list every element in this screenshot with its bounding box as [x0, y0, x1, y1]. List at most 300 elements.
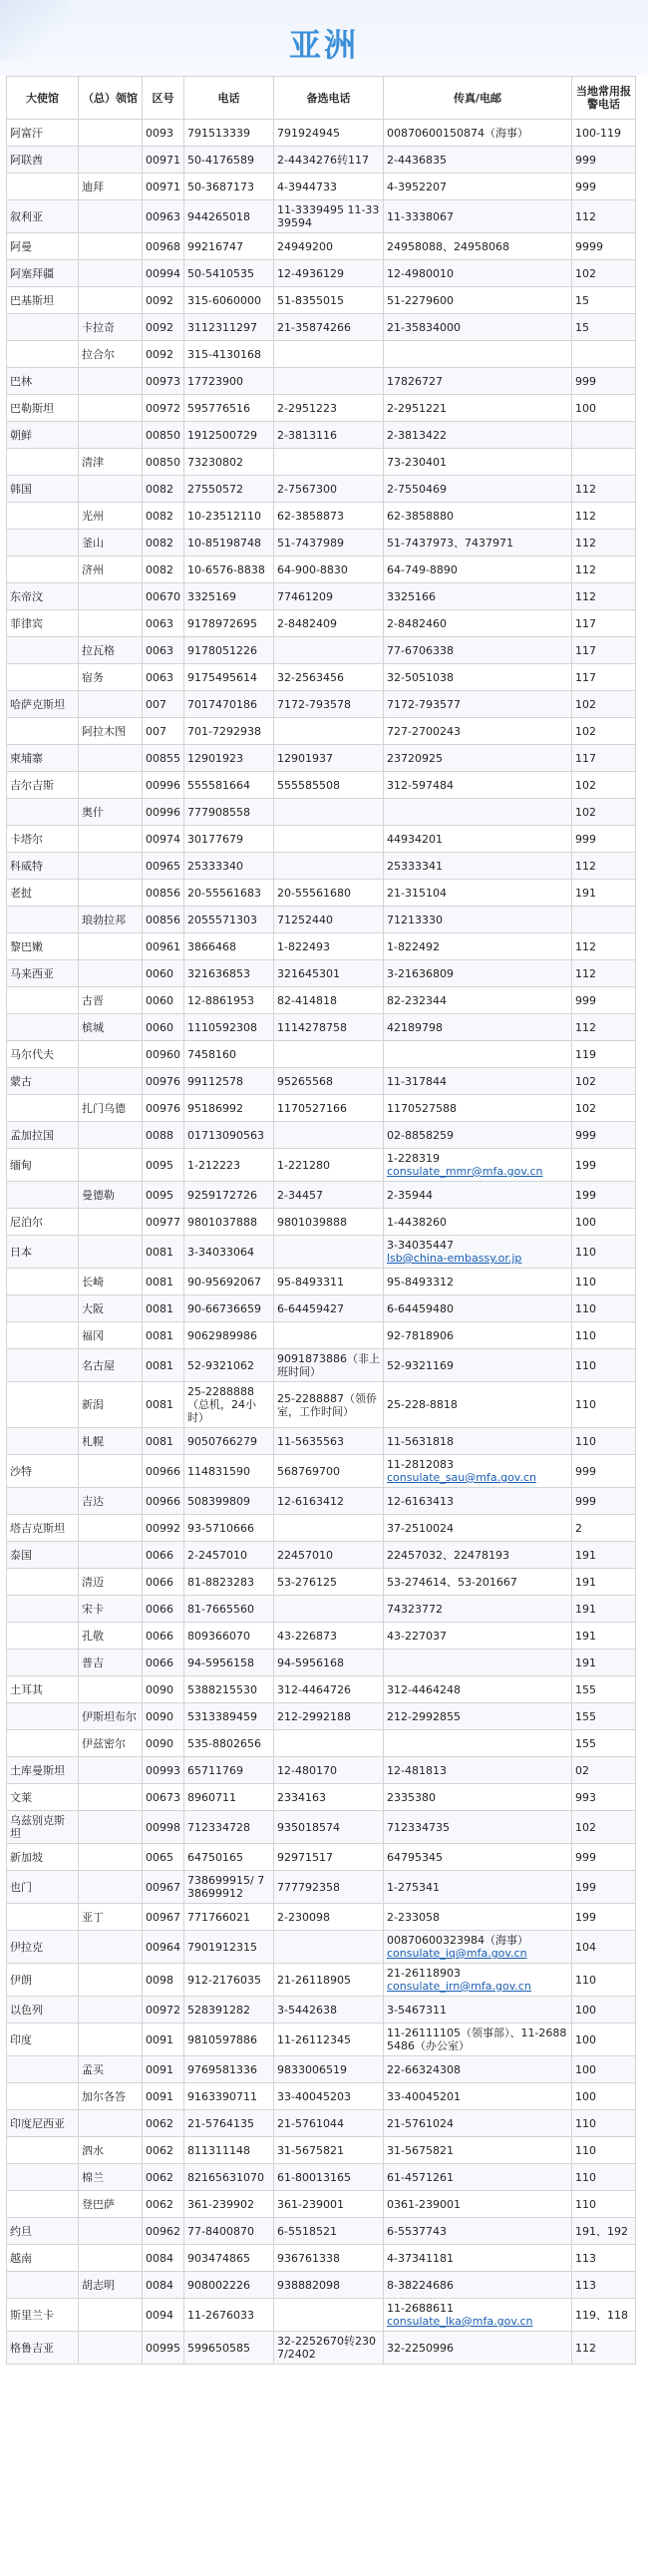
table-row	[7, 718, 636, 745]
area-code-cell: 00974	[143, 826, 184, 853]
embassy-contact-table	[6, 76, 636, 2365]
fax-email-cell: 0361-239001	[384, 2191, 572, 2218]
embassy-cell	[7, 1596, 79, 1623]
table-row	[7, 2218, 636, 2245]
area-code-cell: 0081	[143, 1269, 184, 1295]
fax-email-cell: 37-2510024	[384, 1515, 572, 1542]
embassy-cell: 土耳其	[7, 1676, 79, 1703]
table-row	[7, 2332, 636, 2365]
alt-phone-cell: 25-2288887（领侨室，工作时间）	[274, 1382, 384, 1428]
embassy-cell	[7, 449, 79, 476]
police-cell: 999	[572, 1488, 636, 1515]
consulate-cell	[79, 368, 143, 395]
fax-number: 1-228319	[387, 1152, 440, 1165]
police-cell: 191	[572, 1650, 636, 1676]
consulate-cell	[79, 1041, 143, 1068]
fax-email-cell	[384, 1931, 572, 1964]
phone-cell: 1110592308	[184, 1014, 274, 1041]
embassy-cell	[7, 1730, 79, 1757]
table-row	[7, 200, 636, 233]
table-row	[7, 1784, 636, 1811]
email-link[interactable]: consulate_sau@mfa.gov.cn	[387, 1471, 536, 1484]
fax-email-cell: 1170527588	[384, 1095, 572, 1122]
fax-email-cell: 32-2250996	[384, 2332, 572, 2365]
alt-phone-cell: 936761338	[274, 2245, 384, 2272]
fax-email-cell: 61-4571261	[384, 2164, 572, 2191]
fax-email-cell: 2-35944	[384, 1182, 572, 1209]
embassy-cell: 马尔代夫	[7, 1041, 79, 1068]
police-cell: 110	[572, 1322, 636, 1349]
phone-cell: 908002226	[184, 2272, 274, 2299]
embassy-cell	[7, 556, 79, 583]
embassy-cell: 缅甸	[7, 1149, 79, 1182]
area-code-cell: 0090	[143, 1703, 184, 1730]
police-cell: 110	[572, 1964, 636, 1997]
phone-cell: 771766021	[184, 1904, 274, 1931]
phone-cell: 10-85198748	[184, 530, 274, 556]
alt-phone-cell: 2-230098	[274, 1904, 384, 1931]
fax-email-cell: 4-3952207	[384, 174, 572, 200]
area-code-cell: 0063	[143, 664, 184, 691]
table-row	[7, 1811, 636, 1844]
police-cell: 191	[572, 1569, 636, 1596]
fax-email-cell: 82-232344	[384, 987, 572, 1014]
phone-cell: 65711769	[184, 1757, 274, 1784]
consulate-cell: 伊兹密尔	[79, 1730, 143, 1757]
alt-phone-cell	[274, 1596, 384, 1623]
police-cell: 15	[572, 314, 636, 341]
area-code-cell: 0081	[143, 1349, 184, 1382]
area-code-cell: 00967	[143, 1904, 184, 1931]
police-cell: 117	[572, 637, 636, 664]
fax-email-cell: 1-822492	[384, 933, 572, 960]
phone-cell: 315-6060000	[184, 287, 274, 314]
embassy-cell	[7, 1095, 79, 1122]
email-link[interactable]: consulate_lka@mfa.gov.cn	[387, 2315, 533, 2328]
area-code-cell: 0084	[143, 2272, 184, 2299]
fax-email-cell: 25-228-8818	[384, 1382, 572, 1428]
area-code-cell: 0062	[143, 2164, 184, 2191]
table-row	[7, 1515, 636, 1542]
table-row	[7, 772, 636, 799]
fax-number: 11-2688611	[387, 2302, 454, 2315]
alt-phone-cell	[274, 853, 384, 880]
embassy-cell: 吉尔吉斯	[7, 772, 79, 799]
consulate-cell: 孔敬	[79, 1623, 143, 1650]
table-row	[7, 664, 636, 691]
fax-email-cell	[384, 1236, 572, 1269]
phone-cell: 99112578	[184, 1068, 274, 1095]
police-cell: 999	[572, 1844, 636, 1871]
fax-email-cell	[384, 799, 572, 826]
police-cell: 112	[572, 960, 636, 987]
consulate-cell: 宿务	[79, 664, 143, 691]
police-cell: 993	[572, 1784, 636, 1811]
alt-phone-cell	[274, 799, 384, 826]
police-cell: 191	[572, 1542, 636, 1569]
phone-cell: 12901923	[184, 745, 274, 772]
phone-cell: 555581664	[184, 772, 274, 799]
embassy-cell: 韩国	[7, 476, 79, 503]
police-cell: 100	[572, 1997, 636, 2024]
table-row	[7, 1730, 636, 1757]
phone-cell: 81-8823283	[184, 1569, 274, 1596]
table-header-row	[7, 77, 636, 120]
table-row	[7, 341, 636, 368]
embassy-cell	[7, 314, 79, 341]
embassy-cell: 伊朗	[7, 1964, 79, 1997]
alt-phone-cell	[274, 1122, 384, 1149]
embassy-cell: 新加坡	[7, 1844, 79, 1871]
fax-email-cell: 25333341	[384, 853, 572, 880]
fax-email-cell: 6-64459480	[384, 1295, 572, 1322]
consulate-cell	[79, 610, 143, 637]
alt-phone-cell: 43-226873	[274, 1623, 384, 1650]
phone-cell: 9178972695	[184, 610, 274, 637]
fax-email-cell: 1-4438260	[384, 1209, 572, 1236]
police-cell: 112	[572, 853, 636, 880]
consulate-cell: 曼德勒	[79, 1182, 143, 1209]
fax-email-cell: 21-35834000	[384, 314, 572, 341]
police-cell: 155	[572, 1676, 636, 1703]
alt-phone-cell	[274, 1931, 384, 1964]
phone-cell: 10-6576-8838	[184, 556, 274, 583]
area-code-cell: 0081	[143, 1428, 184, 1455]
table-row	[7, 1236, 636, 1269]
fax-email-cell: 11-5631818	[384, 1428, 572, 1455]
police-cell: 100	[572, 2083, 636, 2110]
phone-cell: 90-66736659	[184, 1295, 274, 1322]
police-cell: 112	[572, 530, 636, 556]
police-cell: 191	[572, 880, 636, 907]
phone-cell: 5313389459	[184, 1703, 274, 1730]
police-cell: 102	[572, 1811, 636, 1844]
phone-cell: 50-4176589	[184, 147, 274, 174]
table-row	[7, 1014, 636, 1041]
embassy-cell: 格鲁吉亚	[7, 2332, 79, 2365]
fax-email-cell: 22-66324308	[384, 2056, 572, 2083]
phone-cell: 712334728	[184, 1811, 274, 1844]
phone-cell: 9062989986	[184, 1322, 274, 1349]
embassy-cell: 巴林	[7, 368, 79, 395]
consulate-cell: 清津	[79, 449, 143, 476]
alt-phone-cell	[274, 637, 384, 664]
embassy-cell	[7, 1428, 79, 1455]
area-code-cell: 0060	[143, 1014, 184, 1041]
table-row	[7, 853, 636, 880]
consulate-cell	[79, 1068, 143, 1095]
table-row	[7, 1322, 636, 1349]
embassy-cell: 哈萨克斯坦	[7, 691, 79, 718]
consulate-cell: 济州	[79, 556, 143, 583]
embassy-cell	[7, 530, 79, 556]
table-row	[7, 530, 636, 556]
alt-phone-cell: 51-7437989	[274, 530, 384, 556]
table-row	[7, 745, 636, 772]
police-cell: 117	[572, 610, 636, 637]
alt-phone-cell	[274, 826, 384, 853]
consulate-cell: 新潟	[79, 1382, 143, 1428]
area-code-cell: 0095	[143, 1149, 184, 1182]
phone-cell: 777908558	[184, 799, 274, 826]
phone-cell: 73230802	[184, 449, 274, 476]
area-code-cell: 00992	[143, 1515, 184, 1542]
alt-phone-cell: 21-26118905	[274, 1964, 384, 1997]
fax-email-cell: 6-5537743	[384, 2218, 572, 2245]
fax-email-cell	[384, 341, 572, 368]
embassy-cell	[7, 1703, 79, 1730]
alt-phone-cell: 2-34457	[274, 1182, 384, 1209]
area-code-cell: 0092	[143, 314, 184, 341]
phone-cell: 2-2457010	[184, 1542, 274, 1569]
fax-number: 11-2812083	[387, 1458, 454, 1471]
alt-phone-cell	[274, 1730, 384, 1757]
area-code-cell: 0091	[143, 2056, 184, 2083]
table-row	[7, 2056, 636, 2083]
fax-email-cell: 42189798	[384, 1014, 572, 1041]
table-row	[7, 120, 636, 147]
fax-email-cell: 1-275341	[384, 1871, 572, 1904]
alt-phone-cell: 22457010	[274, 1542, 384, 1569]
embassy-cell	[7, 1014, 79, 1041]
table-row	[7, 1964, 636, 1997]
police-cell: 117	[572, 664, 636, 691]
email-link[interactable]: consulate_mmr@mfa.gov.cn	[387, 1165, 543, 1178]
table-row	[7, 395, 636, 422]
area-code-cell: 0081	[143, 1322, 184, 1349]
alt-phone-cell: 2-2951223	[274, 395, 384, 422]
consulate-cell	[79, 933, 143, 960]
table-row	[7, 826, 636, 853]
phone-cell: 791513339	[184, 120, 274, 147]
embassy-cell	[7, 1904, 79, 1931]
consulate-cell: 吉达	[79, 1488, 143, 1515]
area-code-cell: 00963	[143, 200, 184, 233]
police-cell: 999	[572, 826, 636, 853]
area-code-cell: 0093	[143, 120, 184, 147]
police-cell: 102	[572, 691, 636, 718]
consulate-cell	[79, 1784, 143, 1811]
police-cell: 199	[572, 1182, 636, 1209]
header-phone: 电话	[184, 77, 274, 120]
police-cell: 15	[572, 287, 636, 314]
table-row	[7, 314, 636, 341]
phone-cell: 52-9321062	[184, 1349, 274, 1382]
consulate-cell: 胡志明	[79, 2272, 143, 2299]
alt-phone-cell: 64-900-8830	[274, 556, 384, 583]
phone-cell: 8960711	[184, 1784, 274, 1811]
fax-email-cell: 21-315104	[384, 880, 572, 907]
area-code-cell: 0081	[143, 1382, 184, 1428]
embassy-cell: 印度尼西亚	[7, 2110, 79, 2137]
phone-cell: 944265018	[184, 200, 274, 233]
area-code-cell: 007	[143, 691, 184, 718]
police-cell: 110	[572, 1382, 636, 1428]
consulate-cell: 普吉	[79, 1650, 143, 1676]
consulate-cell	[79, 1997, 143, 2024]
area-code-cell: 0063	[143, 610, 184, 637]
table-row	[7, 260, 636, 287]
table-row	[7, 907, 636, 933]
fax-email-cell: 712334735	[384, 1811, 572, 1844]
phone-cell: 321636853	[184, 960, 274, 987]
table-row	[7, 880, 636, 907]
police-cell: 110	[572, 1295, 636, 1322]
phone-cell: 3866468	[184, 933, 274, 960]
fax-email-cell: 4-37341181	[384, 2245, 572, 2272]
area-code-cell: 00855	[143, 745, 184, 772]
alt-phone-cell: 94-5956168	[274, 1650, 384, 1676]
area-code-cell: 00977	[143, 1209, 184, 1236]
embassy-cell: 土库曼斯坦	[7, 1757, 79, 1784]
police-cell: 102	[572, 718, 636, 745]
consulate-cell	[79, 260, 143, 287]
table-row	[7, 1382, 636, 1428]
email-link[interactable]: consulate_irn@mfa.gov.cn	[387, 1980, 531, 1993]
table-row	[7, 1122, 636, 1149]
phone-cell: 01713090563	[184, 1122, 274, 1149]
area-code-cell: 0090	[143, 1676, 184, 1703]
phone-cell: 315-4130168	[184, 341, 274, 368]
table-row	[7, 1095, 636, 1122]
alt-phone-cell: 21-35874266	[274, 314, 384, 341]
table-row	[7, 1182, 636, 1209]
phone-cell: 50-3687173	[184, 174, 274, 200]
fax-email-cell: 23720925	[384, 745, 572, 772]
phone-cell: 595776516	[184, 395, 274, 422]
fax-email-cell: 2-3813422	[384, 422, 572, 449]
alt-phone-cell	[274, 449, 384, 476]
fax-email-cell	[384, 1730, 572, 1757]
phone-cell: 50-5410535	[184, 260, 274, 287]
area-code-cell: 00972	[143, 1997, 184, 2024]
embassy-cell	[7, 1269, 79, 1295]
phone-cell: 361-239902	[184, 2191, 274, 2218]
fax-email-cell: 52-9321169	[384, 1349, 572, 1382]
fax-email-cell: 17826727	[384, 368, 572, 395]
alt-phone-cell: 9091873886（非上班时间）	[274, 1349, 384, 1382]
fax-email-cell: 71213330	[384, 907, 572, 933]
consulate-cell: 登巴萨	[79, 2191, 143, 2218]
alt-phone-cell: 31-5675821	[274, 2137, 384, 2164]
fax-email-cell: 312-597484	[384, 772, 572, 799]
area-code-cell: 0060	[143, 987, 184, 1014]
fax-email-cell	[384, 1149, 572, 1182]
embassy-cell: 朝鲜	[7, 422, 79, 449]
phone-cell: 738699915/ 738699912	[184, 1871, 274, 1904]
fax-email-cell: 92-7818906	[384, 1322, 572, 1349]
phone-cell: 25-2288888（总机，24小时）	[184, 1382, 274, 1428]
embassy-cell	[7, 1295, 79, 1322]
consulate-cell	[79, 880, 143, 907]
alt-phone-cell: 6-64459427	[274, 1295, 384, 1322]
table-row	[7, 1676, 636, 1703]
police-cell: 112	[572, 583, 636, 610]
header-fax-email: 传真/电邮	[384, 77, 572, 120]
alt-phone-cell: 2-8482409	[274, 610, 384, 637]
embassy-cell: 柬埔寨	[7, 745, 79, 772]
table-row	[7, 2110, 636, 2137]
embassy-cell: 卡塔尔	[7, 826, 79, 853]
table-row	[7, 1997, 636, 2024]
area-code-cell: 0066	[143, 1623, 184, 1650]
area-code-cell: 00996	[143, 799, 184, 826]
area-code-cell: 00972	[143, 395, 184, 422]
police-cell: 117	[572, 745, 636, 772]
police-cell: 112	[572, 556, 636, 583]
police-cell: 2	[572, 1515, 636, 1542]
fax-number: 00870600323984（海事）	[387, 1934, 528, 1947]
email-link[interactable]: consulate_iq@mfa.gov.cn	[387, 1947, 527, 1960]
embassy-cell: 泰国	[7, 1542, 79, 1569]
alt-phone-cell: 82-414818	[274, 987, 384, 1014]
fax-email-cell: 95-8493312	[384, 1269, 572, 1295]
fax-email-cell: 3-5467311	[384, 1997, 572, 2024]
phone-cell: 77-8400870	[184, 2218, 274, 2245]
phone-cell: 2055571303	[184, 907, 274, 933]
consulate-cell	[79, 1149, 143, 1182]
email-link[interactable]: lsb@china-embassy.or.jp	[387, 1252, 522, 1265]
embassy-cell: 阿曼	[7, 233, 79, 260]
phone-cell: 5388215530	[184, 1676, 274, 1703]
police-cell: 100	[572, 395, 636, 422]
table-row	[7, 960, 636, 987]
embassy-cell	[7, 1569, 79, 1596]
alt-phone-cell: 95265568	[274, 1068, 384, 1095]
consulate-cell	[79, 1871, 143, 1904]
alt-phone-cell: 9801039888	[274, 1209, 384, 1236]
table-row	[7, 610, 636, 637]
table-row	[7, 476, 636, 503]
area-code-cell: 0094	[143, 2299, 184, 2332]
embassy-cell: 科威特	[7, 853, 79, 880]
police-cell: 110	[572, 2191, 636, 2218]
fax-email-cell: 21-5761024	[384, 2110, 572, 2137]
consulate-cell	[79, 583, 143, 610]
table-row	[7, 637, 636, 664]
phone-cell: 64750165	[184, 1844, 274, 1871]
fax-email-cell: 2-8482460	[384, 610, 572, 637]
alt-phone-cell: 938882098	[274, 2272, 384, 2299]
phone-cell: 9178051226	[184, 637, 274, 664]
consulate-cell: 棉兰	[79, 2164, 143, 2191]
phone-cell: 1912500729	[184, 422, 274, 449]
alt-phone-cell: 321645301	[274, 960, 384, 987]
embassy-cell	[7, 637, 79, 664]
embassy-cell: 阿联酋	[7, 147, 79, 174]
area-code-cell: 0095	[143, 1182, 184, 1209]
consulate-cell: 名古屋	[79, 1349, 143, 1382]
area-code-cell: 00995	[143, 2332, 184, 2365]
table-row	[7, 233, 636, 260]
consulate-cell	[79, 395, 143, 422]
fax-email-cell: 64795345	[384, 1844, 572, 1871]
police-cell: 102	[572, 1095, 636, 1122]
police-cell: 100-119	[572, 120, 636, 147]
embassy-cell: 乌兹别克斯坦	[7, 1811, 79, 1844]
embassy-cell: 巴勒斯坦	[7, 395, 79, 422]
fax-email-cell: 31-5675821	[384, 2137, 572, 2164]
table-row	[7, 799, 636, 826]
table-row	[7, 368, 636, 395]
fax-email-cell: 74323772	[384, 1596, 572, 1623]
police-cell: 999	[572, 987, 636, 1014]
consulate-cell	[79, 422, 143, 449]
consulate-cell	[79, 2245, 143, 2272]
area-code-cell: 00856	[143, 907, 184, 933]
embassy-cell: 蒙古	[7, 1068, 79, 1095]
embassy-cell: 文莱	[7, 1784, 79, 1811]
